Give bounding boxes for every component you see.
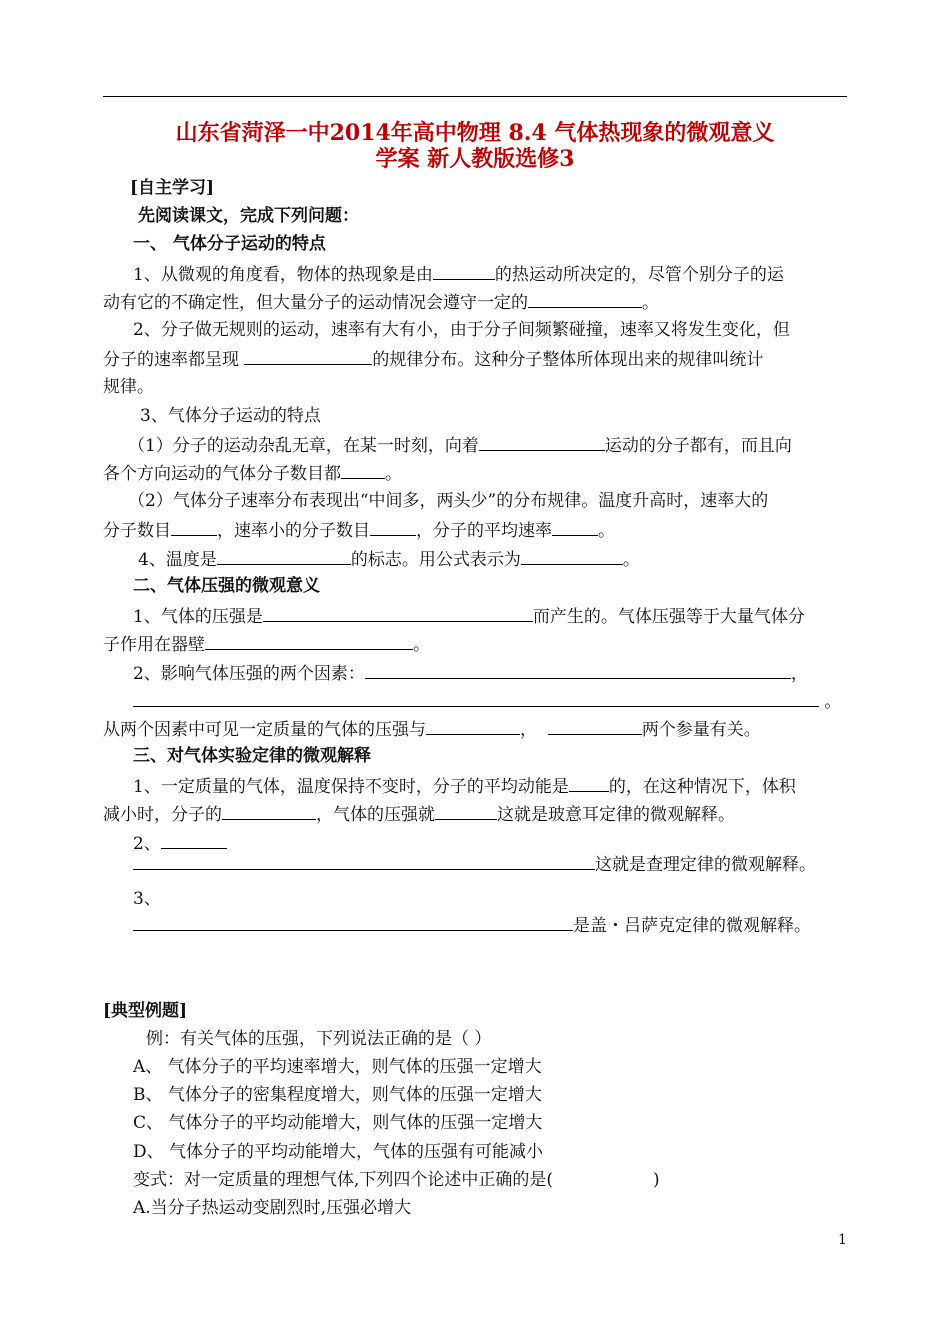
part3-q2-line2: 这就是查理定律的微观解释。 <box>133 852 883 876</box>
blank[interactable] <box>161 831 227 849</box>
blank[interactable] <box>133 852 595 870</box>
blank[interactable] <box>133 913 573 931</box>
option-b: B、 气体分子的密集程度增大，则气体的压强一定增大 <box>133 1085 542 1105</box>
part2-q2-line2: 。 <box>133 689 883 713</box>
part3-q2-line1: 2、 <box>133 831 883 855</box>
option-c: C、 气体分子的平均动能增大，则气体的压强一定增大 <box>133 1113 543 1133</box>
blank[interactable] <box>528 290 642 308</box>
page-title-line-2: 学案 新人教版选修3 <box>375 146 575 172</box>
blank[interactable] <box>435 802 497 820</box>
part1-q4: 4、温度是 的标志。用公式表示为 。 <box>138 547 888 571</box>
self-study-heading: [自主学习] <box>130 178 215 198</box>
variant-option-a: A.当分子热运动变剧烈时,压强必增大 <box>133 1198 412 1218</box>
blank[interactable] <box>569 774 609 792</box>
part2-heading: 二、气体压强的微观意义 <box>133 576 320 596</box>
blank[interactable] <box>433 262 495 280</box>
blank[interactable] <box>171 518 217 536</box>
blank[interactable] <box>548 717 642 735</box>
instruction: 先阅读课文，完成下列问题： <box>138 206 359 226</box>
blank[interactable] <box>370 518 416 536</box>
part1-q2-line1: 2、分子做无规则的运动，速率有大有小，由于分子间频繁碰撞，速率又将发生变化，但 <box>133 320 790 340</box>
blank[interactable] <box>479 433 605 451</box>
part1-q1-line1: 1、从微观的角度看，物体的热现象是由 的热运动所决定的，尽管个别分子的运 <box>133 262 883 286</box>
part1-q3-1-line2: 各个方向运动的气体分子数目都 。 <box>103 461 853 485</box>
blank[interactable] <box>205 632 413 650</box>
part1-q3: 3、气体分子运动的特点 <box>140 406 321 426</box>
part1-q2-line3: 规律。 <box>103 377 154 397</box>
blank[interactable] <box>552 518 598 536</box>
part2-q1-line1: 1、气体的压强是 而产生的。气体压强等于大量气体分 <box>133 604 883 628</box>
part2-q1-line2: 子作用在器壁 。 <box>103 632 853 656</box>
blank[interactable] <box>341 461 385 479</box>
blank[interactable] <box>263 604 533 622</box>
blank[interactable] <box>244 347 372 365</box>
header-rule <box>103 96 847 97</box>
page-number: 1 <box>838 1232 847 1248</box>
part2-q2-line1: 2、影响气体压强的两个因素： ， <box>133 661 883 685</box>
part1-q3-2-line2: 分子数目 ，速率小的分子数目 ，分子的平均速率 。 <box>103 518 853 542</box>
part3-q3-line1: 3、 <box>133 889 161 909</box>
part3-heading: 三、对气体实验定律的微观解释 <box>133 746 371 766</box>
example-question: 例：有关气体的压强，下列说法正确的是（ ） <box>146 1029 492 1049</box>
part3-q3-line2: 是盖・吕萨克定律的微观解释。 <box>133 913 883 937</box>
option-a: A、 气体分子的平均速率增大，则气体的压强一定增大 <box>133 1057 542 1077</box>
blank[interactable] <box>426 717 520 735</box>
blank[interactable] <box>222 802 316 820</box>
part1-q3-2-line1: （2）气体分子速率分布表现出“中间多，两头少”的分布规律。温度升高时，速率大的 <box>128 491 769 511</box>
part2-q2-line3: 从两个因素中可见一定质量的气体的压强与 ， 两个参量有关。 <box>103 717 853 741</box>
part1-q1-line2: 动有它的不确定性，但大量分子的运动情况会遵守一定的 。 <box>103 290 853 314</box>
blank[interactable] <box>365 661 791 679</box>
part1-q3-1-line1: （1）分子的运动杂乱无章，在某一时刻，向着 运动的分子都有，而且向 <box>128 433 878 457</box>
page-title-line-1: 山东省菏泽一中2014年高中物理 8.4 气体热现象的微观意义 <box>175 120 775 146</box>
blank[interactable] <box>217 547 351 565</box>
part1-heading: 一、 气体分子运动的特点 <box>133 234 326 254</box>
part3-q1-line2: 减小时，分子的 ，气体的压强就 这就是玻意耳定律的微观解释。 <box>103 802 853 826</box>
blank[interactable] <box>521 547 623 565</box>
blank[interactable] <box>133 689 819 707</box>
examples-heading: [典型例题] <box>103 1001 188 1021</box>
part1-q2-line2: 分子的速率都呈现 的规律分布。这种分子整体所体现出来的规律叫统计 <box>103 347 853 371</box>
variant-question: 变式：对一定质量的理想气体,下列四个论述中正确的是( ) <box>133 1170 660 1190</box>
part3-q1-line1: 1、一定质量的气体，温度保持不变时，分子的平均动能是 的，在这种情况下，体积 <box>133 774 883 798</box>
option-d: D、 气体分子的平均动能增大，气体的压强有可能减小 <box>133 1142 544 1162</box>
